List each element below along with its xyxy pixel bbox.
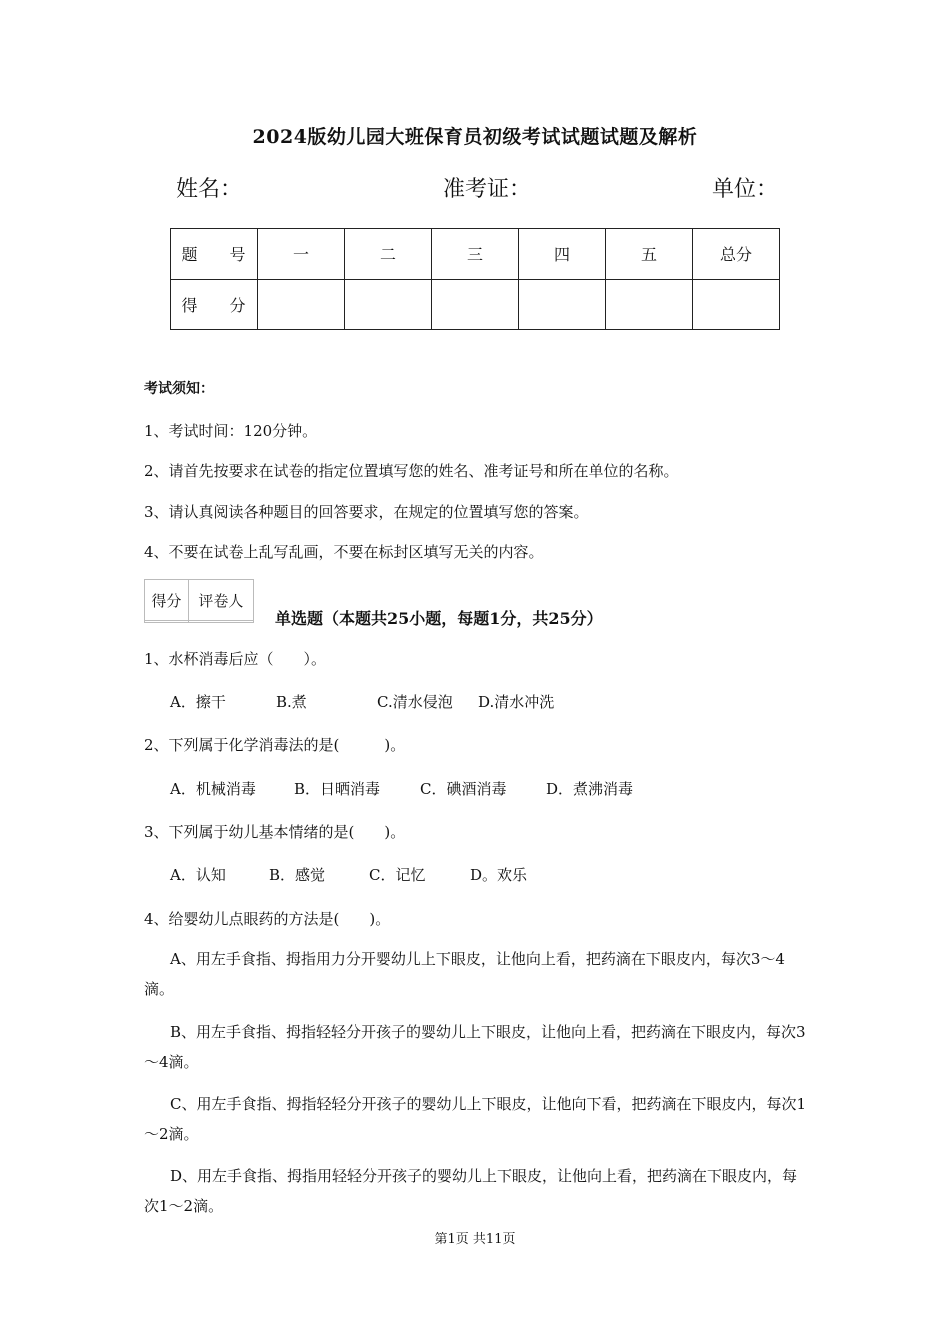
score-cell[interactable] xyxy=(519,279,606,330)
score-header-total: 总分 xyxy=(693,229,780,280)
grader-score-label: 得分 xyxy=(145,580,189,621)
score-table xyxy=(170,228,780,330)
question-option-paragraph: B、用左手食指、拇指轻轻分开孩子的婴幼儿上下眼皮，让他向上看，把药滴在下眼皮内，每次3～4滴。 xyxy=(144,1023,806,1071)
score-cell[interactable] xyxy=(606,279,693,330)
option: C．记忆 xyxy=(369,866,426,884)
score-table-score-row xyxy=(171,279,780,330)
page-footer: 第1页 共11页 xyxy=(434,1232,516,1247)
question-option-paragraph: C、用左手食指、拇指轻轻分开孩子的婴幼儿上下眼皮，让他向下看，把药滴在下眼皮内，每次1～2滴。 xyxy=(144,1095,807,1143)
grader-reviewer-cell[interactable] xyxy=(188,621,253,623)
score-header-3: 三 xyxy=(432,229,519,280)
option: D。欢乐 xyxy=(470,866,528,884)
question-option-paragraph: A、用左手食指、拇指用力分开婴幼儿上下眼皮，让他向上看，把药滴在下眼皮内，每次3～4滴。 xyxy=(144,950,785,998)
notice-item: 4、不要在试卷上乱写乱画，不要在标封区填写无关的内容。 xyxy=(144,543,544,561)
score-header-2: 二 xyxy=(345,229,432,280)
score-header-label: 题 号 xyxy=(171,229,258,280)
unit-field-label: 单位： xyxy=(712,177,779,202)
score-row-label: 得 分 xyxy=(171,279,258,330)
score-cell[interactable] xyxy=(432,279,519,330)
grader-score-cell[interactable] xyxy=(145,621,189,623)
option: B.煮 xyxy=(276,693,307,711)
grader-box xyxy=(144,579,254,623)
option: A．擦干 xyxy=(170,693,226,711)
score-cell[interactable] xyxy=(258,279,345,330)
question-stem: 1、水杯消毒后应（ ）。 xyxy=(144,650,327,668)
score-cell[interactable] xyxy=(345,279,432,330)
section-title: 单选题（本题共25小题，每题1分，共25分） xyxy=(275,609,603,628)
score-header-5: 五 xyxy=(606,229,693,280)
option: C.清水侵泡 xyxy=(377,693,453,711)
question-stem: 4、给婴幼儿点眼药的方法是( )。 xyxy=(144,910,391,928)
question-stem: 2、下列属于化学消毒法的是( )。 xyxy=(144,736,406,754)
notice-item: 1、考试时间：120分钟。 xyxy=(144,422,318,440)
score-table-header-row xyxy=(171,229,780,280)
score-header-1: 一 xyxy=(258,229,345,280)
score-cell-total[interactable] xyxy=(693,279,780,330)
notice-heading: 考试须知： xyxy=(144,381,214,397)
ticket-field-label: 准考证： xyxy=(443,177,532,202)
document-title: 2024版幼儿园大班保育员初级考试试题试题及解析 xyxy=(252,126,698,148)
option: D.清水冲洗 xyxy=(478,693,555,711)
option: C．碘酒消毒 xyxy=(420,780,507,798)
grader-reviewer-label: 评卷人 xyxy=(188,580,253,621)
score-header-4: 四 xyxy=(519,229,606,280)
question-option-paragraph: D、用左手食指、拇指用轻轻分开孩子的婴幼儿上下眼皮，让他向上看，把药滴在下眼皮内，每次1～2滴。 xyxy=(144,1167,798,1215)
name-field-label: 姓名： xyxy=(176,177,243,202)
option: A．认知 xyxy=(170,866,226,884)
option: B．感觉 xyxy=(269,866,326,884)
notice-item: 3、请认真阅读各种题目的回答要求，在规定的位置填写您的答案。 xyxy=(144,503,589,521)
option: B．日晒消毒 xyxy=(294,780,381,798)
notice-item: 2、请首先按要求在试卷的指定位置填写您的姓名、准考证号和所在单位的名称。 xyxy=(144,462,679,480)
option: D．煮沸消毒 xyxy=(546,780,634,798)
option: A．机械消毒 xyxy=(170,780,256,798)
question-stem: 3、下列属于幼儿基本情绪的是( )。 xyxy=(144,823,406,841)
